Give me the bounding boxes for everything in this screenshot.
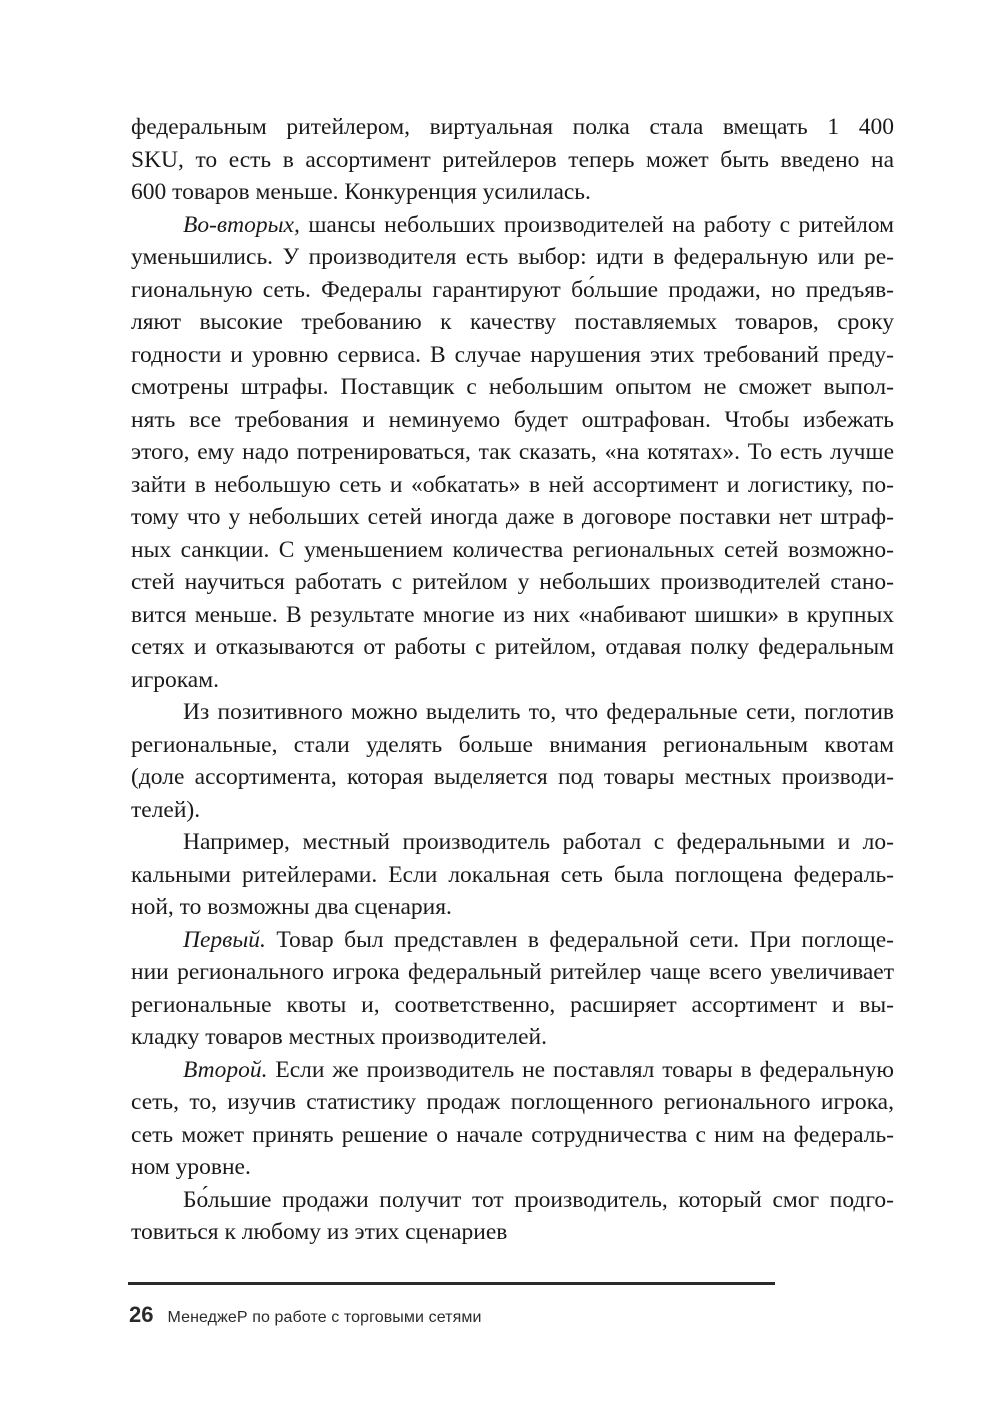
- text-line: [131, 664, 894, 697]
- line-text: зайти в небольшую сеть и «обкатать» в ней ассортимент и логистику, по-: [131, 471, 894, 498]
- line-text: региональные, стали уделять больше внимания региональным квотам: [131, 731, 894, 758]
- line-text: сетях и отказываются от работы с ритейлом, отдавая полку федеральным: [131, 634, 894, 660]
- running-title: МенеджеР по работе с торговыми сетями: [167, 1309, 482, 1326]
- text-line: [131, 696, 894, 729]
- text-line: [131, 339, 894, 372]
- line-text: телей).: [131, 796, 201, 823]
- line-text: игрокам.: [131, 666, 219, 693]
- line-text: ных санкции. С уменьшением количества региональных сетей возможно-: [131, 536, 894, 563]
- paragraph: [131, 111, 894, 209]
- text-line: [131, 1054, 894, 1087]
- text-line: [131, 924, 894, 957]
- paragraph: [131, 924, 894, 1054]
- text-line: [131, 1119, 894, 1152]
- text-line: [131, 241, 894, 274]
- text-line: [131, 144, 894, 177]
- line-text: этого, ему надо потренироваться, так сказать, «на котятах». То есть лучше: [131, 439, 894, 465]
- line-text: нять все требования и неминуемо будет оштрафован. Чтобы избежать: [131, 406, 894, 433]
- line-text: смотрены штрафы. Поставщик с небольшим опытом не сможет выпол-: [131, 374, 894, 400]
- text-line: [131, 1021, 894, 1054]
- text-line: [131, 956, 894, 989]
- line-text: стей научиться работать с ритейлом у небольших производителей стано-: [131, 569, 894, 595]
- text-line: [131, 306, 894, 339]
- line-text: региональные квоты и, соответственно, расширяет ассортимент и вы-: [131, 991, 894, 1018]
- text-line: [131, 176, 894, 209]
- footer-rule: [128, 1282, 775, 1285]
- text-line: [131, 1184, 894, 1217]
- body-text: [131, 111, 894, 1249]
- text-line: [131, 891, 894, 924]
- paragraph: [131, 1054, 894, 1184]
- line-text: уменьшились. У производителя есть выбор: идти в федеральную или ре-: [131, 244, 894, 270]
- line-text: 600 товаров меньше. Конкуренция усилилась.: [131, 179, 591, 205]
- text-line: [131, 404, 894, 437]
- text-line: [131, 1216, 894, 1249]
- line-text: сеть, то, изучив статистику продаж поглощенного регионального игрока,: [131, 1089, 894, 1115]
- italic-lead: Второй.: [183, 1056, 268, 1083]
- line-text: федеральным ритейлером, виртуальная полка стала вмещать 1 400: [131, 114, 894, 140]
- text-line: [131, 826, 894, 859]
- line-text: шансы небольших производителей на работу с ритейлом: [299, 211, 894, 238]
- italic-lead: Первый.: [183, 926, 266, 953]
- line-text: сеть может принять решение о начале сотрудничества с ним на федераль-: [131, 1121, 894, 1148]
- text-line: [131, 371, 894, 404]
- text-line: [131, 599, 894, 632]
- paragraph: [131, 696, 894, 826]
- line-text: гиональную сеть. Федералы гарантируют бо́льшие продажи, но предъяв-: [131, 276, 894, 303]
- line-text: нии регионального игрока федеральный ритейлер чаще всего увеличивает: [131, 959, 894, 985]
- paragraph: [131, 209, 894, 697]
- text-line: [131, 1151, 894, 1184]
- page-number: 26: [129, 1302, 154, 1327]
- line-text: Например, местный производитель работал с федеральными и ло-: [183, 829, 894, 855]
- line-text: SKU, то есть в ассортимент ритейлеров теперь может быть введено на: [131, 146, 894, 173]
- text-line: [131, 534, 894, 567]
- line-text: годности и уровню сервиса. В случае нарушения этих требований преду-: [131, 341, 894, 368]
- text-line: [131, 501, 894, 534]
- line-text: кальными ритейлерами. Если локальная сеть была поглощена федераль-: [131, 861, 894, 888]
- text-line: [131, 631, 894, 664]
- line-text: Из позитивного можно выделить то, что федеральные сети, поглотив: [183, 699, 894, 725]
- line-text: Если же производитель не поставлял товары в федеральную: [267, 1056, 894, 1083]
- line-text: тому что у небольших сетей иногда даже в договоре поставки нет штраф-: [131, 504, 894, 530]
- line-text: кладку товаров местных производителей.: [131, 1024, 548, 1050]
- text-line: [131, 111, 894, 144]
- text-line: [131, 794, 894, 827]
- text-line: [131, 989, 894, 1022]
- line-text: ном уровне.: [131, 1154, 251, 1180]
- text-line: [131, 761, 894, 794]
- page-footer: [129, 1302, 482, 1336]
- line-text: ляют высокие требованию к качеству поставляемых товаров, сроку: [131, 309, 894, 335]
- paragraph: [131, 1184, 894, 1249]
- text-line: [131, 566, 894, 599]
- line-text: Бо́льшие продажи получит тот производитель, который смог подго-: [183, 1186, 894, 1213]
- text-line: [131, 469, 894, 502]
- line-text: вится меньше. В результате многие из них «набивают шишки» в крупных: [131, 601, 894, 628]
- text-line: [131, 436, 894, 469]
- line-text: (доле ассортимента, которая выделяется под товары местных производи-: [131, 764, 894, 790]
- text-line: [131, 859, 894, 892]
- line-text: Товар был представлен в федеральной сети. При поглоще-: [265, 926, 894, 953]
- paragraph: [131, 826, 894, 924]
- text-line: [131, 274, 894, 307]
- line-text: товиться к любому из этих сценариев: [131, 1219, 508, 1245]
- line-text: ной, то возможны два сценария.: [131, 894, 452, 920]
- text-line: [131, 209, 894, 242]
- text-line: [131, 1086, 894, 1119]
- italic-lead: Во-вторых,: [183, 211, 300, 238]
- text-line: [131, 729, 894, 762]
